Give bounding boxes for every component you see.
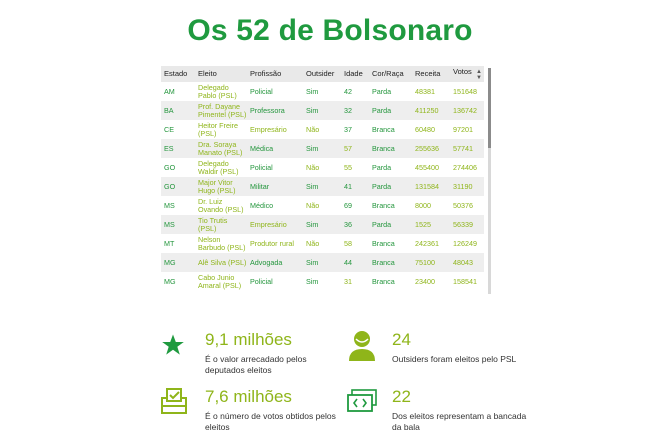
stat-description: Outsiders foram eleitos pelo PSL — [392, 354, 517, 364]
cell-estado: MT — [161, 234, 195, 253]
table-row — [161, 120, 484, 139]
table-row — [161, 234, 484, 253]
table-row — [161, 196, 484, 215]
cell-cor-raca: Parda — [369, 215, 412, 234]
cell-receita: 48381 — [412, 82, 450, 101]
cell-estado: MG — [161, 272, 195, 291]
cell-profissao: Produtor rural — [247, 234, 303, 253]
cell-profissao: Empresário — [247, 120, 303, 139]
stat-value: 22 — [392, 387, 411, 406]
cell-receita: 255636 — [412, 139, 450, 158]
cell-votos: 31190 — [450, 177, 484, 196]
cell-profissao: Policial — [247, 158, 303, 177]
cell-estado: BA — [161, 101, 195, 120]
table-header-row — [161, 66, 484, 82]
table-row — [161, 215, 484, 234]
deputies-table — [161, 66, 484, 291]
cell-estado: CE — [161, 120, 195, 139]
cell-receita: 75100 — [412, 253, 450, 272]
table-row — [161, 177, 484, 196]
cell-eleito: Nelson Barbudo (PSL) — [195, 234, 247, 253]
stat-raised — [205, 331, 345, 376]
cell-receita: 23400 — [412, 272, 450, 291]
cell-votos: 57741 — [450, 139, 484, 158]
stat-value: 9,1 milhões — [205, 330, 292, 349]
cell-eleito: Major Vitor Hugo (PSL) — [195, 177, 247, 196]
scrollbar-thumb[interactable] — [488, 68, 491, 148]
cell-idade: 31 — [341, 272, 369, 291]
cell-cor-raca: Parda — [369, 82, 412, 101]
cell-idade: 42 — [341, 82, 369, 101]
cell-outsider: Sim — [303, 139, 341, 158]
cell-outsider: Não — [303, 234, 341, 253]
cell-votos: 50376 — [450, 196, 484, 215]
table-row — [161, 272, 484, 291]
cell-idade: 55 — [341, 158, 369, 177]
deputies-table-container[interactable] — [161, 66, 492, 296]
stat-description: É o valor arrecadado pelos deputados eleitos — [205, 354, 307, 375]
cell-profissao: Advogada — [247, 253, 303, 272]
stat-description: Dos eleitos representam a bancada da bala — [392, 411, 527, 432]
cell-idade: 41 — [341, 177, 369, 196]
cell-idade: 69 — [341, 196, 369, 215]
cell-estado: GO — [161, 158, 195, 177]
cell-eleito: Dr. Luiz Ovando (PSL) — [195, 196, 247, 215]
cell-votos: 151648 — [450, 82, 484, 101]
cell-idade: 44 — [341, 253, 369, 272]
cell-eleito: Heitor Freire (PSL) — [195, 120, 247, 139]
cell-profissao: Professora — [247, 101, 303, 120]
column-header-profissao[interactable]: Profissão — [247, 66, 303, 82]
stat-bullet-caucus — [392, 388, 532, 433]
cell-outsider: Sim — [303, 253, 341, 272]
cell-profissao: Militar — [247, 177, 303, 196]
cell-profissao: Empresário — [247, 215, 303, 234]
cell-estado: ES — [161, 139, 195, 158]
person-icon — [347, 330, 377, 362]
stat-value: 24 — [392, 330, 411, 349]
column-header-receita[interactable]: Receita — [412, 66, 450, 82]
column-header-eleito[interactable]: Eleito — [195, 66, 247, 82]
cell-cor-raca: Parda — [369, 101, 412, 120]
cell-receita: 242361 — [412, 234, 450, 253]
cell-receita: 8000 — [412, 196, 450, 215]
cell-cor-raca: Branca — [369, 139, 412, 158]
column-header-votos[interactable] — [450, 66, 484, 82]
cell-cor-raca: Branca — [369, 196, 412, 215]
cell-estado: MG — [161, 253, 195, 272]
cell-eleito: Delegado Pablo (PSL) — [195, 82, 247, 101]
cell-votos: 126249 — [450, 234, 484, 253]
cell-idade: 36 — [341, 215, 369, 234]
cell-eleito: Dra. Soraya Manato (PSL) — [195, 139, 247, 158]
cell-idade: 32 — [341, 101, 369, 120]
cell-outsider: Sim — [303, 82, 341, 101]
cell-outsider: Sim — [303, 101, 341, 120]
cell-cor-raca: Branca — [369, 234, 412, 253]
cell-votos: 136742 — [450, 101, 484, 120]
money-icon — [346, 389, 378, 413]
star-icon — [161, 333, 185, 357]
cell-cor-raca: Branca — [369, 120, 412, 139]
table-row — [161, 82, 484, 101]
cell-votos: 97201 — [450, 120, 484, 139]
cell-estado: AM — [161, 82, 195, 101]
table-row — [161, 158, 484, 177]
table-row — [161, 253, 484, 272]
cell-estado: MS — [161, 196, 195, 215]
cell-outsider: Não — [303, 120, 341, 139]
cell-votos: 158541 — [450, 272, 484, 291]
table-scrollbar[interactable] — [488, 68, 491, 294]
cell-eleito: Alê Silva (PSL) — [195, 253, 247, 272]
cell-receita: 131584 — [412, 177, 450, 196]
cell-outsider: Não — [303, 158, 341, 177]
cell-cor-raca: Parda — [369, 158, 412, 177]
table-row — [161, 139, 484, 158]
votos-header-label: Votos — [453, 66, 472, 76]
cell-profissao: Médica — [247, 139, 303, 158]
cell-outsider: Sim — [303, 215, 341, 234]
cell-estado: GO — [161, 177, 195, 196]
table-row — [161, 101, 484, 120]
page-title: Os 52 de Bolsonaro — [187, 14, 473, 47]
cell-eleito: Tio Trutis (PSL) — [195, 215, 247, 234]
cell-eleito: Prof. Dayane Pimentel (PSL) — [195, 101, 247, 120]
cell-outsider: Sim — [303, 177, 341, 196]
cell-profissao: Policial — [247, 82, 303, 101]
stat-votes — [205, 388, 345, 433]
cell-cor-raca: Branca — [369, 272, 412, 291]
cell-profissao: Médico — [247, 196, 303, 215]
cell-receita: 411250 — [412, 101, 450, 120]
cell-cor-raca: Branca — [369, 253, 412, 272]
cell-receita: 1525 — [412, 215, 450, 234]
cell-outsider: Não — [303, 196, 341, 215]
column-header-cor-raca[interactable]: Cor/Raça — [369, 66, 412, 82]
stat-outsiders — [392, 331, 532, 365]
cell-idade: 37 — [341, 120, 369, 139]
cell-receita: 455400 — [412, 158, 450, 177]
cell-eleito: Cabo Junio Amaral (PSL) — [195, 272, 247, 291]
column-header-idade[interactable]: Idade — [341, 66, 369, 82]
cell-idade: 58 — [341, 234, 369, 253]
cell-cor-raca: Parda — [369, 177, 412, 196]
ballot-box-icon — [160, 388, 188, 414]
cell-idade: 57 — [341, 139, 369, 158]
cell-votos: 56339 — [450, 215, 484, 234]
column-header-outsider[interactable]: Outsider — [303, 66, 341, 82]
stat-description: É o número de votos obtidos pelos eleitos — [205, 411, 336, 432]
sort-icon[interactable]: ▲ ▼ — [476, 68, 482, 81]
cell-votos: 48043 — [450, 253, 484, 272]
column-header-estado[interactable]: Estado — [161, 66, 195, 82]
cell-estado: MS — [161, 215, 195, 234]
cell-outsider: Sim — [303, 272, 341, 291]
stat-value: 7,6 milhões — [205, 387, 292, 406]
cell-receita: 60480 — [412, 120, 450, 139]
cell-eleito: Delegado Waldir (PSL) — [195, 158, 247, 177]
cell-profissao: Policial — [247, 272, 303, 291]
cell-votos: 274406 — [450, 158, 484, 177]
